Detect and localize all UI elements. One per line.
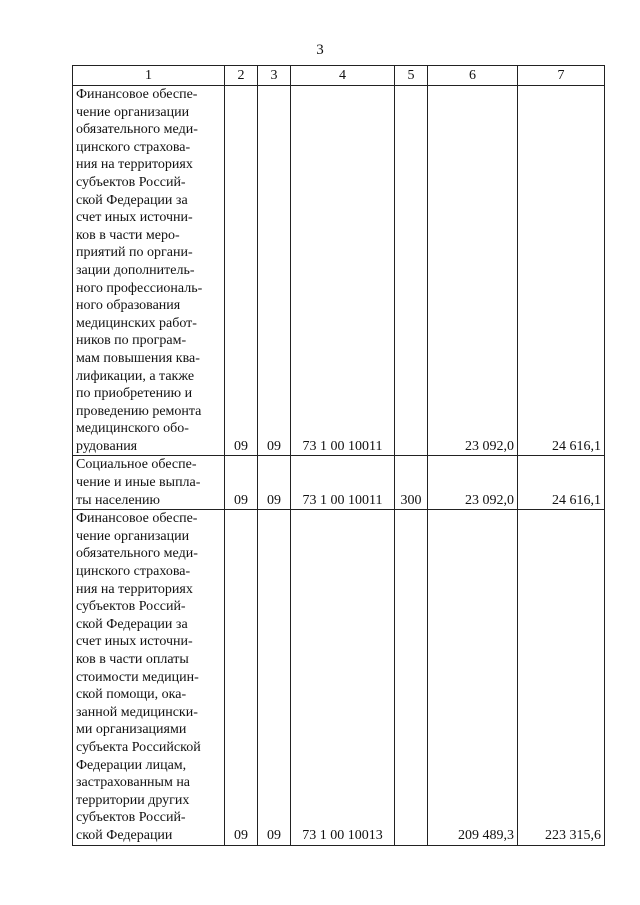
row-name-cell [73,510,225,845]
column-header-2: 2 [225,66,258,86]
row-name-cell [73,86,225,456]
column-header-7: 7 [518,66,605,86]
column-header-6: 6 [428,66,518,86]
expense-type-code: 300 [395,456,428,510]
row-name: Социальное обеспе- чение и иные выпла- ты населению [76,457,201,508]
table-row [73,456,605,510]
row-name: Финансовое обеспе- чение организации обязательного меди- цинского страхова- ния на территориях субъектов Россий- ской Федерации за счет иных источни- ков в части оплаты стоимости медицин- ской помощи, ока- занной медицински- ми организациями субъекта Российской Федерации лицам, застрахованным на территории других субъектов Россий- ской Федерации [76,511,201,843]
subsection-code: 09 [258,510,291,845]
amount-year-2: 24 616,1 [518,456,605,510]
column-header-3: 3 [258,66,291,86]
column-number-row [73,66,605,86]
target-article-code: 73 1 00 10013 [291,510,395,845]
section-code: 09 [225,456,258,510]
amount-year-2: 24 616,1 [518,86,605,456]
column-header-4: 4 [291,66,395,86]
page-number: 3 [316,42,324,58]
section-code: 09 [225,86,258,456]
table-row [73,86,605,456]
amount-year-1: 209 489,3 [428,510,518,845]
amount-year-1: 23 092,0 [428,456,518,510]
row-name: Финансовое обеспе- чение организации обязательного меди- цинского страхова- ния на территориях субъектов Россий- ской Федерации за счет иных источни- ков в части меро- приятий по органи- зации дополнитель- ного профессиональ- ного образования медицинских работ- ников по програм- мам повышения ква- лификации, а также по приобретению и проведению ремонта медицинского обо- рудования [76,87,203,454]
expense-type-code [395,510,428,845]
column-header-5: 5 [395,66,428,86]
expense-type-code [395,86,428,456]
section-code: 09 [225,510,258,845]
target-article-code: 73 1 00 10011 [291,456,395,510]
subsection-code: 09 [258,456,291,510]
budget-table [72,65,605,846]
amount-year-1: 23 092,0 [428,86,518,456]
amount-year-2: 223 315,6 [518,510,605,845]
table-row [73,510,605,845]
subsection-code: 09 [258,86,291,456]
target-article-code: 73 1 00 10011 [291,86,395,456]
row-name-cell [73,456,225,510]
column-header-1: 1 [73,66,225,86]
